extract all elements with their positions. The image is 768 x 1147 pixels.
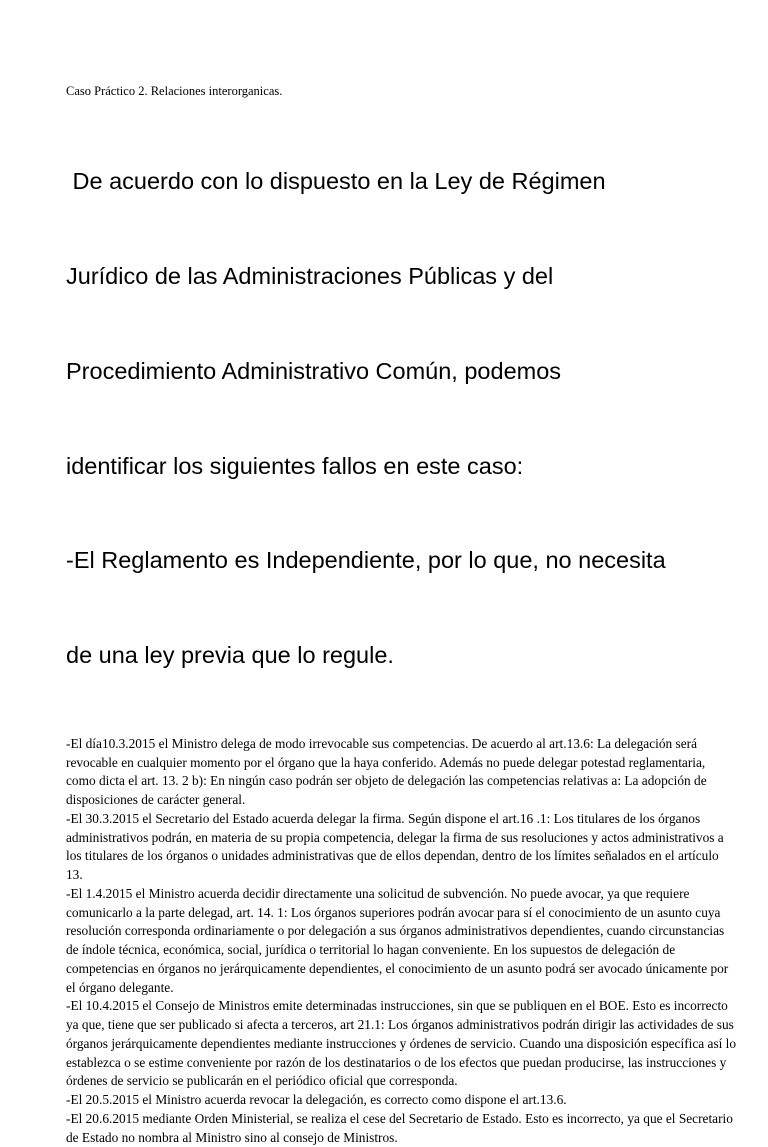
finding-paragraph: -El día10.3.2015 el Ministro delega de modo irrevocable sus competencias. De acuerdo al art.13.6: La delegación será revocable en cualquier momento por el órgano que la haya conferido. Además no puede delegar potestad reglamentaria, como dicta el art. 13. 2 b): En ningún caso podrán ser objeto de delegación las competencias relativas a: La adopción de disposiciones de carácter general.	[66, 735, 707, 808]
finding-paragraph: -El 10.4.2015 el Consejo de Ministros emite determinadas instrucciones, sin que se publiquen en el BOE. Esto es incorrecto ya que, tiene que ser publicado si afecta a terceros, art 21.1: Los órganos administrativos podrán dirigir las actividades de sus órganos jerárquicamente dependientes mediante instrucciones y órdenes de servicio. Cuando una disposición específica así lo establezca o se estime conveniente por razón de los destinatarios o de los efectos que puedan producirse, las instrucciones y órdenes de servicio se publicarán en el periódico oficial que corresponda.	[66, 998, 737, 1089]
finding-paragraph: -El 30.3.2015 el Secretario del Estado acuerda delegar la firma. Según dispone el art.16 .1: Los titulares de los órganos administrativos podrán, en materia de su propia competencia, delegar la firma de sus resoluciones y actos administrativos a los titulares de los órganos o unidades administrativas que de ellos dependan, dentro de los límites señalados en el artículo 13.	[66, 810, 724, 883]
intro-line: -El Reglamento es Independiente, por lo que, no necesita	[66, 547, 666, 574]
intro-line: De acuerdo con lo dispuesto en la Ley de Régimen	[66, 168, 606, 195]
finding-paragraph: -El 20.5.2015 el Ministro acuerda revocar la delegación, es correcto como dispone el art.13.6.	[66, 1092, 567, 1108]
finding-paragraph: -El 1.4.2015 el Ministro acuerda decidir directamente una solicitud de subvención. No puede avocar, ya que requiere comunicarlo a la parte delegad, art. 14. 1: Los órganos superiores podrán avocar para sí el conocimiento de un asunto cuya resolución corresponda ordinariamente o por delegación a sus órganos administrativos dependientes, cuando circunstancias de índole técnica, económica, social, jurídica o territorial lo hagan conveniente. En los supuestos de delegación de competencias en órganos no jerárquicamente dependientes, el conocimiento de un asunto podrá ser avocado únicamente por el órgano delegante.	[66, 885, 729, 995]
document-page	[66, 84, 738, 1147]
finding-paragraph: -El 20.6.2015 mediante Orden Ministerial, se realiza el cese del Secretario de Estado. Esto es incorrecto, ya que el Secretario de Estado no nombra al Ministro sino al consejo de Ministros.	[66, 1110, 733, 1145]
intro-line: identificar los siguientes fallos en este caso:	[66, 452, 524, 479]
findings-list	[66, 735, 738, 1147]
case-title: Caso Práctico 2. Relaciones interorganicas.	[66, 84, 283, 98]
intro-statement	[66, 103, 738, 735]
intro-line: Jurídico de las Administraciones Públicas y del	[66, 262, 554, 289]
intro-line: de una ley previa que lo regule.	[66, 642, 394, 669]
intro-line: Procedimiento Administrativo Común, podemos	[66, 357, 562, 384]
